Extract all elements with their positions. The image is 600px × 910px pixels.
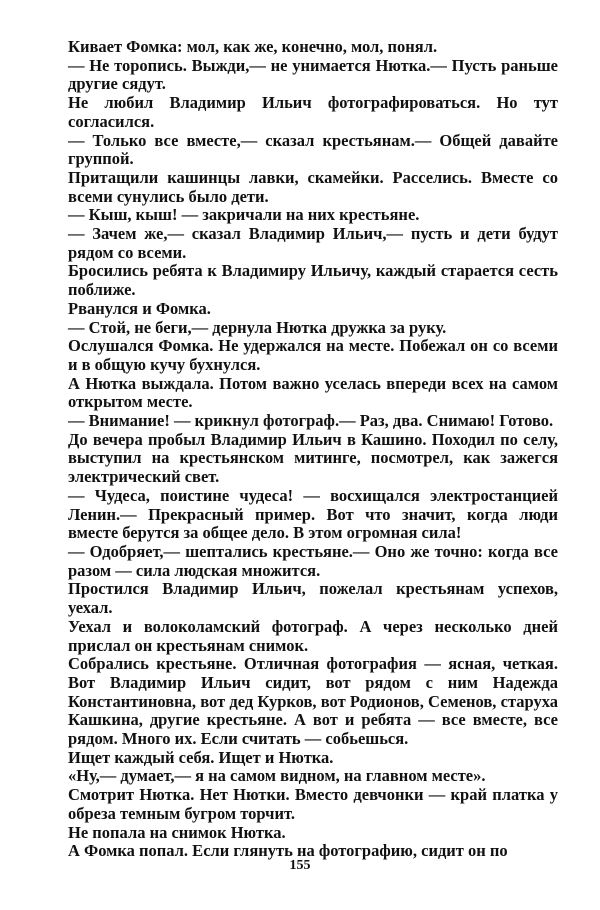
paragraph: Не любил Владимир Ильич фотографироваться. Но тут согласился.	[68, 93, 558, 131]
paragraph: — Кыш, кыш! — закричали на них крестьяне.	[68, 205, 420, 225]
paragraph: Рванулся и Фомка.	[68, 298, 211, 318]
paragraph: Кивает Фомка: мол, как же, конечно, мол, понял.	[68, 37, 438, 56]
paragraph: А Фомка попал. Если глянуть на фотографию, сидит он по	[68, 841, 508, 861]
page-number: 155	[289, 858, 311, 873]
paragraph: Притащили кашинцы лавки, скамейки. Расселись. Вместе со всеми сунулись было дети.	[68, 167, 558, 206]
paragraph: — Зачем же,— сказал Владимир Ильич,— пусть и дети будут рядом со всеми.	[68, 224, 558, 262]
paragraph: «Ну,— думает,— я на самом видном, на главном месте».	[68, 766, 486, 786]
paragraph: Ослушался Фомка. Не удержался на месте. Побежал он со всеми и в общую кучу бухнулся.	[68, 336, 558, 374]
paragraph: — Внимание! — крикнул фотограф.— Раз, два. Снимаю! Готово.	[68, 411, 554, 431]
paragraph: — Не торопись. Выжди,— не унимается Нютка.— Пусть раньше другие сядут.	[68, 55, 558, 94]
paragraph: Ищет каждый себя. Ищет и Нютка.	[68, 747, 334, 767]
paragraph: — Только все вместе,— сказал крестьянам.— Общей давайте группой.	[68, 130, 558, 169]
paragraph: Собрались крестьяне. Отличная фотография — ясная, четкая. Вот Владимир Ильич сидит, вот рядом с ним Надежда Константиновна, вот дед Курков, вот Родионов, Семенов, старуха Кашкина, другие крестьяне. А вот и ребята — все вместе, все рядом. Много их. Если считать — собьешься.	[68, 654, 558, 749]
paragraph: — Одобряет,— шептались крестьяне.— Оно же точно: когда все разом — сила людская множится.	[68, 541, 558, 580]
paragraph: А Нютка выждала. Потом важно уселась впереди всех на самом открытом месте.	[68, 373, 558, 412]
paragraph: Смотрит Нютка. Нет Нютки. Вместо девчонки — край платка у обреза темным бугром торчит.	[68, 785, 558, 823]
paragraph: — Чудеса, поистине чудеса! — восхищался электростанцией Ленин.— Прекрасный пример. Вот что значит, когда люди вместе берутся за общее дело. В этом огромная сила!	[68, 485, 558, 543]
paragraph: До вечера пробыл Владимир Ильич в Кашино. Походил по селу, выступил на крестьянском митинге, посмотрел, как зажегся электрический свет.	[68, 429, 558, 487]
page-text-column	[68, 38, 558, 861]
paragraph: Не попала на снимок Нютка.	[68, 822, 286, 842]
paragraph: Бросились ребята к Владимиру Ильичу, каждый старается сесть поближе.	[68, 261, 558, 300]
paragraph: — Стой, не беги,— дернула Нютка дружка за руку.	[68, 317, 447, 337]
paragraph: Уехал и волоколамский фотограф. А через несколько дней прислал он крестьянам снимок.	[68, 616, 558, 655]
paragraph: Простился Владимир Ильич, пожелал крестьянам успехов, уехал.	[68, 579, 558, 618]
